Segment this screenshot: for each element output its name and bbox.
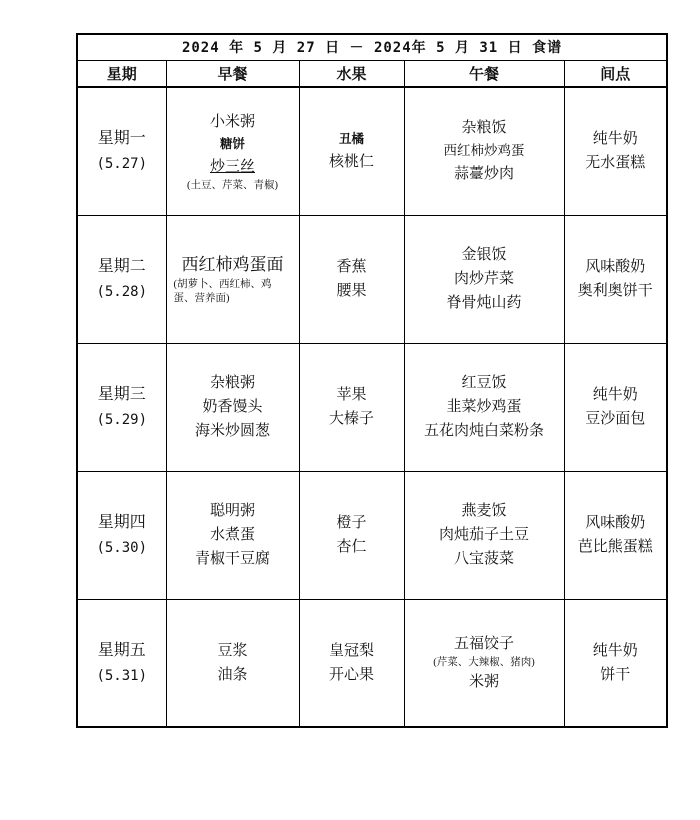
- col-header-breakfast: 早餐: [166, 60, 299, 87]
- menu-item: 杂粮粥: [209, 375, 255, 391]
- date-label: (5.27): [96, 156, 148, 173]
- menu-item: 风味酸奶: [585, 515, 646, 531]
- table-header-row: [77, 60, 667, 87]
- menu-item: 蒜薹炒肉: [453, 166, 514, 183]
- menu-item: 杏仁: [336, 539, 367, 555]
- menu-item: 八宝菠菜: [453, 551, 514, 567]
- menu-item: 豆浆: [217, 642, 248, 659]
- menu-item: 五花肉炖白菜粉条: [423, 423, 544, 439]
- menu-row: [77, 215, 667, 343]
- menu-item: 纯牛奶: [592, 387, 638, 403]
- menu-item: 橙子: [336, 515, 367, 531]
- menu-item: 腰果: [336, 283, 367, 299]
- menu-item: 芭比熊蛋糕: [577, 539, 653, 555]
- menu-item: 奥利奥饼干: [577, 283, 653, 299]
- menu-item: 糖饼: [219, 136, 245, 151]
- menu-item: 西红柿鸡蛋面: [181, 255, 284, 274]
- menu-item: 青椒干豆腐: [194, 551, 270, 567]
- menu-table-body: [77, 87, 667, 727]
- menu-item: 炒三丝: [209, 158, 255, 175]
- menu-item: 小米粥: [209, 113, 255, 130]
- col-header-fruit: 水果: [299, 60, 404, 87]
- lunch-cell: [404, 87, 564, 215]
- menu-item: 韭菜炒鸡蛋: [446, 399, 522, 415]
- lunch-cell: [404, 215, 564, 343]
- menu-item: 肉炒芹菜: [453, 271, 514, 287]
- lunch-cell: [404, 599, 564, 727]
- day-label: 星期四: [97, 514, 146, 531]
- day-label: 星期二: [97, 258, 146, 275]
- menu-item: 五福饺子: [453, 635, 514, 652]
- snack-cell: [564, 599, 667, 727]
- date-label: (5.28): [96, 284, 148, 300]
- fruit-cell: [299, 343, 404, 471]
- menu-row: [77, 87, 667, 215]
- menu-row: [77, 343, 667, 471]
- menu-item: 苹果: [336, 387, 367, 403]
- day-cell: [77, 471, 166, 599]
- snack-cell: [564, 87, 667, 215]
- menu-item: 香蕉: [336, 259, 367, 275]
- date-label: (5.31): [96, 667, 148, 684]
- menu-item: 西红柿炒鸡蛋: [443, 143, 525, 159]
- menu-item: 豆沙面包: [585, 411, 646, 427]
- menu-item: 纯牛奶: [592, 131, 638, 148]
- breakfast-cell: [166, 215, 299, 343]
- day-label: 星期三: [97, 386, 146, 403]
- menu-item: 核桃仁: [328, 153, 374, 170]
- fruit-cell: [299, 215, 404, 343]
- breakfast-cell: [166, 343, 299, 471]
- menu-item: 油条: [217, 666, 248, 683]
- menu-item: 米粥: [468, 673, 499, 690]
- day-cell: [77, 599, 166, 727]
- menu-item: 开心果: [328, 666, 374, 683]
- weekly-menu-table: [76, 33, 668, 728]
- menu-item: 红豆饭: [461, 375, 507, 391]
- menu-item: 无水蛋糕: [585, 155, 646, 172]
- menu-item: 金银饭: [461, 247, 507, 263]
- lunch-cell: [404, 471, 564, 599]
- day-cell: [77, 215, 166, 343]
- breakfast-cell: [166, 471, 299, 599]
- menu-item: 燕麦饭: [461, 503, 507, 519]
- menu-item: 风味酸奶: [585, 259, 646, 275]
- date-label: (5.30): [96, 540, 148, 556]
- title-row: [77, 34, 667, 60]
- col-header-day: 星期: [77, 60, 166, 87]
- menu-item: 聪明粥: [209, 503, 255, 519]
- snack-cell: [564, 343, 667, 471]
- menu-item: 饼干: [600, 666, 631, 683]
- menu-row: [77, 471, 667, 599]
- menu-item: 杂粮饭: [461, 120, 507, 137]
- fruit-cell: [299, 87, 404, 215]
- menu-item: 海米炒圆葱: [194, 423, 270, 439]
- menu-item: (芹菜、大辣椒、猪肉): [433, 656, 535, 668]
- day-label: 星期一: [97, 130, 146, 148]
- day-label: 星期五: [97, 641, 146, 659]
- menu-item: 水煮蛋: [209, 527, 255, 543]
- snack-cell: [564, 215, 667, 343]
- menu-item: 大榛子: [328, 411, 374, 427]
- col-header-lunch: 午餐: [404, 60, 564, 87]
- fruit-cell: [299, 471, 404, 599]
- breakfast-cell: [166, 599, 299, 727]
- snack-cell: [564, 471, 667, 599]
- menu-item: 肉炖茄子土豆: [438, 527, 529, 543]
- menu-item: 脊骨炖山药: [446, 295, 522, 311]
- col-header-snack: 间点: [564, 60, 667, 87]
- menu-item: 丑橘: [338, 131, 364, 146]
- page-title: 2024 年 5 月 27 日 － 2024年 5 月 31 日 食谱: [77, 34, 667, 60]
- menu-item: 纯牛奶: [592, 642, 638, 659]
- menu-item: 奶香馒头: [202, 399, 263, 415]
- breakfast-cell: [166, 87, 299, 215]
- day-cell: [77, 87, 166, 215]
- menu-row: [77, 599, 667, 727]
- fruit-cell: [299, 599, 404, 727]
- day-cell: [77, 343, 166, 471]
- menu-item: 皇冠梨: [328, 642, 374, 659]
- menu-item: (土豆、芹菜、青椒): [187, 179, 278, 191]
- date-label: (5.29): [96, 412, 148, 428]
- lunch-cell: [404, 343, 564, 471]
- menu-item: (胡萝卜、西红柿、鸡蛋、营养面): [173, 279, 272, 304]
